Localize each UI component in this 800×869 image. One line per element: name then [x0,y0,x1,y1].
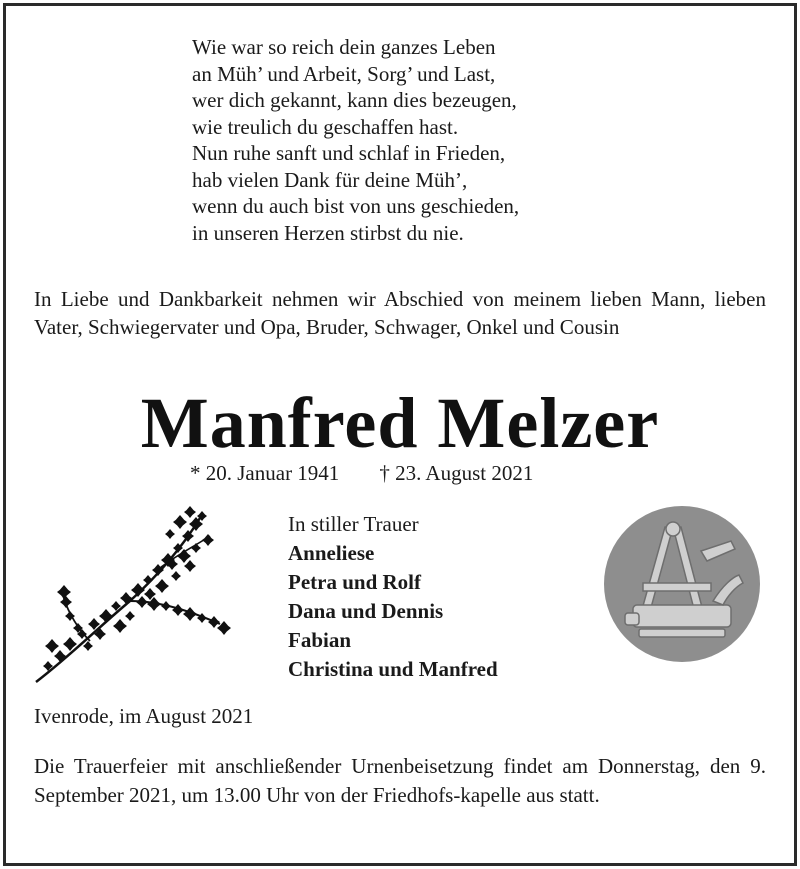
ivy-leaf [125,611,135,621]
ivy-leaf [113,619,127,633]
mourner-name: Dana und Dennis [288,599,444,623]
carpenter-tools-icon [603,505,761,663]
ivy-leaf [155,579,169,593]
place-and-date: Ivenrode, im August 2021 [34,704,254,728]
ivy-leaf [173,515,187,529]
ivy-leaf [131,583,145,597]
poem-line: wie treulich du geschaffen hast. [192,114,459,139]
mourner-name: Petra und Rolf [288,570,421,594]
poem-line: wenn du auch bist von uns geschieden, [192,194,520,218]
poem-line: Nun ruhe sanft und schlaf in Frieden, [192,141,506,165]
ivy-leaf [57,585,71,599]
poem-line: an Müh’ und Arbeit, Sorg’ und Last, [192,61,496,86]
ivy-leaf [184,506,196,518]
poem-line: hab vielen Dank für deine Müh’, [192,167,468,192]
death-date: † 23. August 2021 [379,461,534,485]
ivy-leaf [183,607,197,621]
ivy-leaf [147,597,161,611]
ivy-leaf [45,639,59,653]
ivy-leaf [208,616,220,628]
poem-line: wer dich gekannt, kann dies bezeugen, [192,88,517,112]
birth-date: * 20. Januar 1941 [190,461,340,485]
memorial-poem [192,34,612,246]
ivy-leaf [172,604,184,616]
mourner-name: Anneliese [288,541,375,565]
ivy-leaf [136,596,148,608]
ivy-leaf [191,543,201,553]
poem-line: Wie war so reich dein ganzes Leben [192,35,496,59]
funeral-service-info: Die Trauerfeier mit anschließender Urnenbeisetzung findet am Donnerstag, den 9. September 2021, um 13.00 Uhr von der Friedhofs-kapelle aus statt. [34,754,766,807]
mourners-list [288,510,498,684]
mourner-name: Fabian [288,628,352,652]
mourning-lead: In stiller Trauer [288,512,419,536]
ivy-leaf [184,560,196,572]
ivy-leaf [171,571,181,581]
life-dates [190,459,533,487]
ivy-leaf [165,529,175,539]
mourner-name: Christina und Manfred [288,657,498,681]
ivy-leaf [161,601,171,611]
ivy-leaf [202,534,214,546]
poem-line: in unseren Herzen stirbst du nie. [192,220,464,245]
ivy-leaf [143,575,153,585]
deceased-name: Manfred Melzer [140,383,660,463]
farewell-text: In Liebe und Dankbarkeit nehmen wir Abschied von meinem lieben Mann, lieben Vater, Schwiegervater und Opa, Bruder, Schwager, Onkel und Cousin [34,287,766,339]
ivy-branch-icon [30,506,240,686]
ivy-leaf [99,609,113,623]
ivy-leaf [60,596,72,608]
